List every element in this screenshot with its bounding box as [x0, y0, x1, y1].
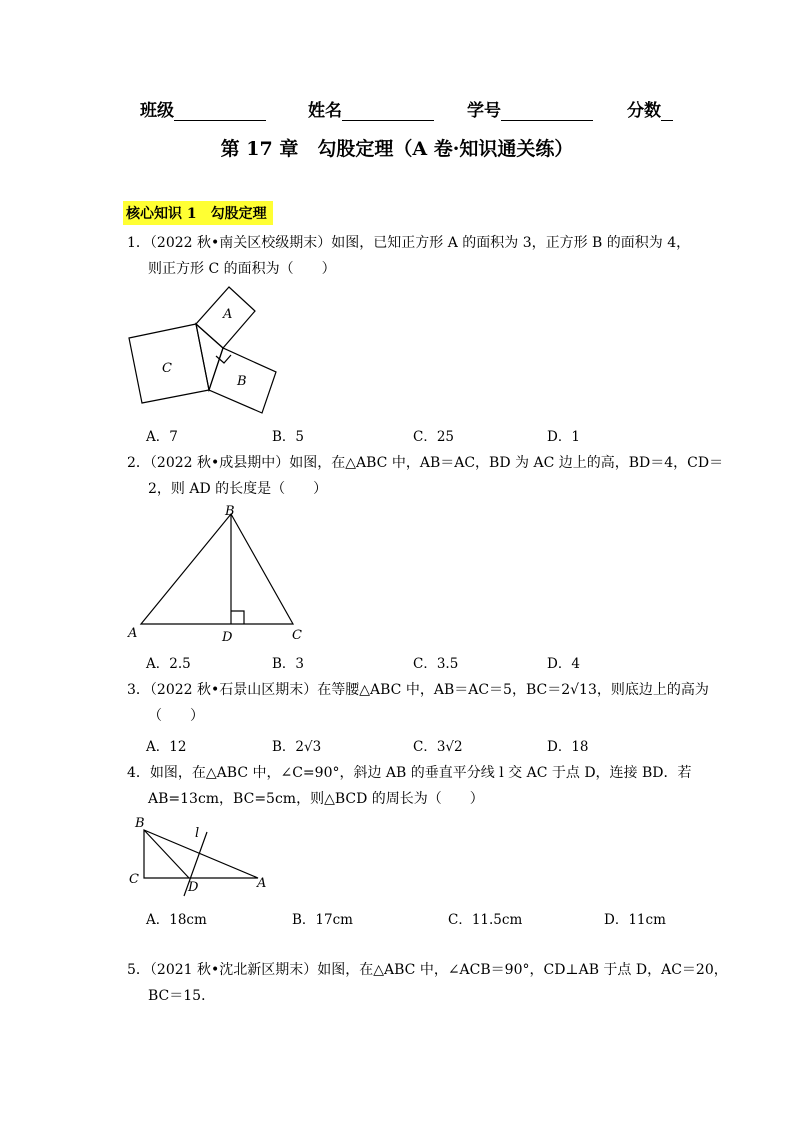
q1-line2: 则正方形 C 的面积为（ ） [148, 261, 336, 277]
q3-line1: 3．（2022 秋•石景山区期末）在等腰△ABC 中，AB＝AC＝5，BC＝2√13，则底边上的高为 [127, 682, 709, 698]
label-c: C [292, 628, 302, 643]
q2-option-b[interactable]: B．3 [272, 656, 305, 672]
label-a: A [128, 626, 138, 641]
score-blank[interactable] [661, 102, 673, 121]
right-angle-mark [231, 611, 244, 624]
label-c: C [129, 872, 139, 887]
label-a: A [223, 307, 233, 322]
id-field [467, 96, 593, 121]
id-label: 学号 [467, 101, 501, 121]
q3-option-a[interactable]: A．12 [146, 739, 187, 755]
label-d: D [222, 630, 233, 645]
q5-line1: 5．（2021 秋•沈北新区期末）如图，在△ABC 中，∠ACB＝90°，CD⊥AB 于点 D，AC＝20， [127, 962, 728, 978]
q4-option-a[interactable]: A．18cm [146, 912, 207, 928]
q2-line1: 2．（2022 秋•成县期中）如图，在△ABC 中，AB＝AC，BD 为 AC 边上的高，BD＝4，CD＝ [127, 455, 724, 471]
q1-option-d[interactable]: D．1 [547, 429, 580, 445]
q3-option-b[interactable]: B．2√3 [272, 739, 322, 755]
q4-option-d[interactable]: D．11cm [604, 912, 666, 928]
label-d: D [188, 880, 199, 895]
name-blank[interactable] [342, 102, 434, 121]
page-title: 第 17 章 勾股定理（A 卷·知识通关练） [220, 138, 574, 160]
label-c: C [162, 361, 172, 376]
segment-bd [144, 830, 189, 878]
right-triangle [196, 324, 223, 390]
q1-option-c[interactable]: C．25 [413, 429, 455, 445]
name-label: 姓名 [308, 101, 342, 121]
q4-line2: AB=13cm，BC=5cm，则△BCD 的周长为（ ） [148, 791, 484, 807]
label-b: B [225, 504, 235, 519]
score-field [627, 96, 673, 121]
q5-line2: BC＝15． [148, 988, 216, 1004]
q4-option-b[interactable]: B．17cm [292, 912, 353, 928]
q3-option-d[interactable]: D．18 [547, 739, 589, 755]
q1-line1: 1．（2022 秋•南关区校级期末）如图，已知正方形 A 的面积为 3，正方形 B 的面积为 4， [127, 235, 691, 251]
id-blank[interactable] [501, 102, 593, 121]
triangle-abc [144, 830, 258, 878]
class-blank[interactable] [174, 102, 266, 121]
section-heading: 核心知识 1 勾股定理 [123, 201, 273, 225]
class-field [140, 96, 266, 121]
q2-option-d[interactable]: D．4 [547, 656, 580, 672]
label-b: B [237, 374, 247, 389]
q2-option-a[interactable]: A．2.5 [146, 656, 191, 672]
score-label: 分数 [627, 101, 661, 121]
q1-option-b[interactable]: B．5 [272, 429, 305, 445]
q1-figure [120, 280, 300, 415]
name-field [308, 96, 434, 121]
label-l: l [195, 826, 200, 841]
label-b: B [135, 816, 145, 831]
q2-figure [120, 500, 320, 645]
q2-option-c[interactable]: C．3.5 [413, 656, 459, 672]
q4-figure [120, 810, 280, 900]
q4-option-c[interactable]: C．11.5cm [448, 912, 523, 928]
class-label: 班级 [140, 101, 174, 121]
q2-line2: 2，则 AD 的长度是（ ） [148, 481, 328, 497]
triangle-abc [141, 514, 293, 624]
q4-line1: 4．如图，在△ABC 中，∠C=90°，斜边 AB 的垂直平分线 l 交 AC 于点 D，连接 BD．若 [127, 765, 692, 781]
q1-option-a[interactable]: A．7 [146, 429, 178, 445]
label-a: A [257, 876, 267, 891]
q3-option-c[interactable]: C．3√2 [413, 739, 463, 755]
q3-line2: （ ） [148, 708, 204, 724]
